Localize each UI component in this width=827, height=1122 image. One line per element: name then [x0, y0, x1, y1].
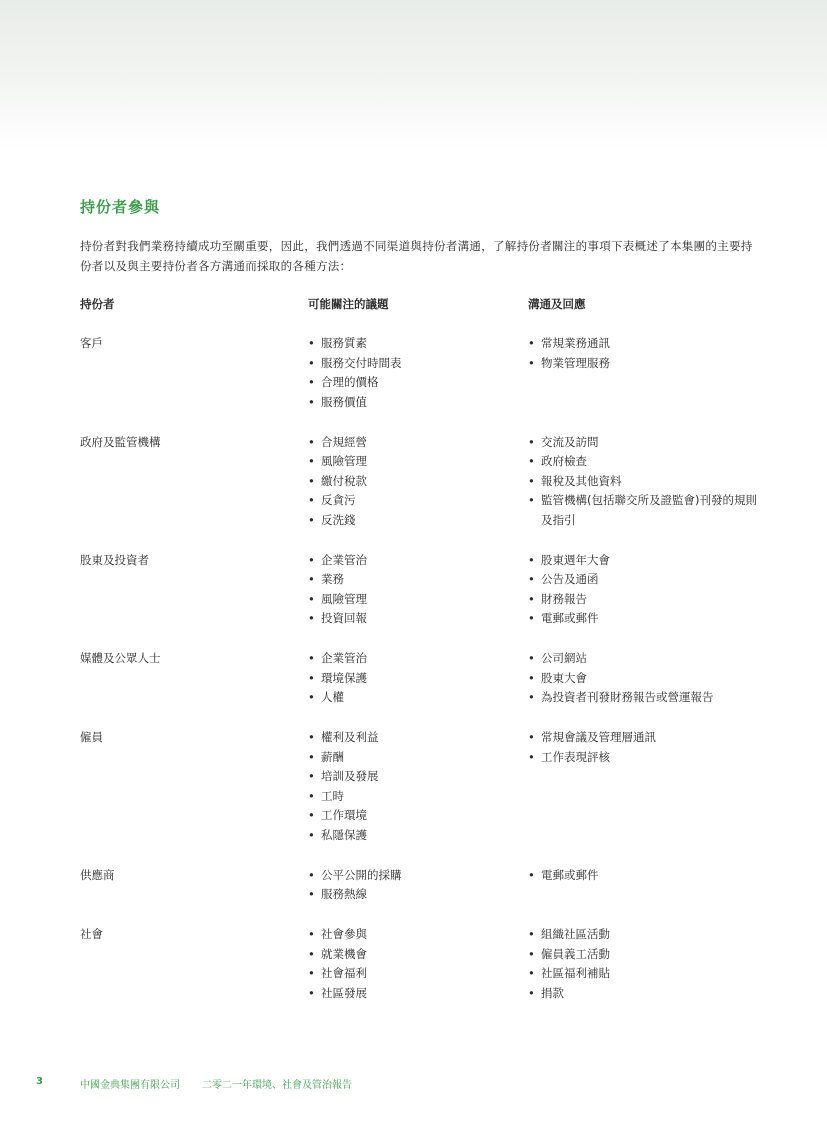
bullet-icon: •	[308, 730, 315, 744]
concern-item	[308, 787, 508, 807]
communication-list	[528, 433, 758, 531]
communication-item	[528, 945, 758, 965]
bullet-icon: •	[528, 749, 535, 764]
concern-list	[308, 433, 508, 531]
bullet-icon: •	[308, 985, 315, 1000]
communication-text: 公司網站	[541, 651, 587, 665]
concern-item	[308, 373, 508, 393]
concern-list	[308, 649, 508, 708]
stakeholder-name: 供應商	[80, 867, 115, 882]
concern-text: 培訓及發展	[321, 769, 379, 783]
concern-text: 社會參與	[321, 927, 367, 941]
concern-text: 工作環境	[321, 808, 367, 822]
concern-text: 權利及利益	[321, 730, 379, 744]
concern-list	[308, 866, 508, 905]
concern-text: 風險管理	[321, 591, 367, 606]
bullet-icon: •	[308, 749, 315, 764]
table-row	[0, 925, 827, 1024]
bullet-icon: •	[308, 394, 315, 409]
concern-item	[308, 649, 508, 669]
concern-list	[308, 728, 508, 845]
concern-text: 服務熱線	[321, 887, 367, 901]
bullet-icon: •	[308, 434, 315, 449]
communication-item	[528, 925, 758, 945]
bullet-icon: •	[528, 355, 535, 370]
concern-text: 薪酬	[321, 749, 344, 764]
bullet-icon: •	[308, 966, 315, 980]
footer-report-title: 二零二一年環境、社會及管治報告	[202, 1080, 352, 1091]
column-header-communication: 溝通及回應	[528, 297, 586, 311]
concern-item	[308, 728, 508, 748]
bullet-icon: •	[528, 473, 535, 488]
bullet-icon: •	[528, 927, 535, 941]
concern-text: 風險管理	[321, 454, 367, 468]
bullet-icon: •	[308, 788, 315, 803]
header-gradient	[0, 0, 827, 150]
concern-list	[308, 551, 508, 629]
bullet-icon: •	[528, 552, 535, 567]
table-row	[0, 728, 827, 866]
communication-item	[528, 609, 758, 629]
stakeholder-name: 社會	[80, 927, 103, 941]
stakeholder-name: 政府及監管機構	[80, 434, 161, 449]
communication-item	[528, 354, 758, 374]
communication-list	[528, 925, 758, 1003]
communication-text: 監管機構(包括聯交所及證監會)刊發的規則及指引	[541, 493, 757, 527]
concern-text: 就業機會	[321, 946, 367, 961]
bullet-icon: •	[308, 946, 315, 961]
communication-list	[528, 728, 758, 767]
communication-list	[528, 334, 758, 373]
concern-text: 企業管治	[321, 552, 367, 567]
bullet-icon: •	[308, 887, 315, 901]
communication-text: 為投資者刊發財務報告或營運報告	[541, 690, 714, 704]
bullet-icon: •	[528, 730, 535, 744]
communication-item	[528, 551, 758, 571]
concern-item	[308, 885, 508, 905]
bullet-icon: •	[528, 572, 535, 586]
concern-text: 服務交付時間表	[321, 355, 402, 370]
concern-item	[308, 334, 508, 354]
column-header-concerns: 可能關注的議題	[308, 297, 389, 311]
communication-item	[528, 649, 758, 669]
bullet-icon: •	[528, 985, 535, 1000]
concern-item	[308, 945, 508, 965]
concern-list	[308, 334, 508, 412]
concern-text: 服務質素	[321, 336, 367, 350]
bullet-icon: •	[308, 375, 315, 389]
bullet-icon: •	[308, 808, 315, 822]
concern-text: 公平公開的採購	[321, 867, 402, 882]
concern-text: 合理的價格	[321, 375, 379, 389]
table-row	[0, 866, 827, 926]
bullet-icon: •	[308, 454, 315, 468]
communication-item	[528, 570, 758, 590]
page-number: 3	[36, 1076, 43, 1087]
communication-item	[528, 472, 758, 492]
bullet-icon: •	[308, 690, 315, 704]
concern-text: 繳付稅款	[321, 473, 367, 488]
communication-item	[528, 433, 758, 453]
communication-text: 股東週年大會	[541, 552, 610, 567]
table-row	[0, 334, 827, 433]
concern-text: 合規經營	[321, 434, 367, 449]
concern-item	[308, 748, 508, 768]
bullet-icon: •	[528, 651, 535, 665]
concern-item	[308, 826, 508, 846]
concern-item	[308, 609, 508, 629]
communication-text: 財務報告	[541, 591, 587, 606]
bullet-icon: •	[308, 927, 315, 941]
bullet-icon: •	[528, 434, 535, 449]
bullet-icon: •	[528, 493, 535, 507]
bullet-icon: •	[308, 670, 315, 685]
concern-item	[308, 984, 508, 1004]
concern-item	[308, 472, 508, 492]
communication-text: 公告及通函	[541, 572, 599, 586]
bullet-icon: •	[528, 591, 535, 606]
bullet-icon: •	[308, 651, 315, 665]
communication-text: 社區福利補貼	[541, 966, 610, 980]
communication-item	[528, 334, 758, 354]
concern-text: 企業管治	[321, 651, 367, 665]
concern-text: 社區發展	[321, 985, 367, 1000]
footer-company-name: 中國金典集團有限公司	[80, 1080, 180, 1091]
bullet-icon: •	[308, 493, 315, 507]
concern-text: 反洗錢	[321, 512, 356, 527]
communication-text: 常規會議及管理層通訊	[541, 730, 656, 744]
concern-item	[308, 688, 508, 708]
communication-item	[528, 452, 758, 472]
bullet-icon: •	[308, 611, 315, 625]
stakeholder-name: 客戶	[80, 336, 103, 350]
bullet-icon: •	[528, 867, 535, 882]
stakeholder-name: 僱員	[80, 730, 103, 744]
concern-list	[308, 925, 508, 1003]
bullet-icon: •	[308, 473, 315, 488]
bullet-icon: •	[528, 611, 535, 625]
bullet-icon: •	[308, 591, 315, 606]
communication-item	[528, 728, 758, 748]
stakeholder-name: 媒體及公眾人士	[80, 651, 161, 665]
communication-text: 股東大會	[541, 670, 587, 685]
concern-text: 私隱保護	[321, 827, 367, 842]
concern-text: 工時	[321, 788, 344, 803]
concern-item	[308, 669, 508, 689]
concern-text: 人權	[321, 690, 344, 704]
concern-item	[308, 767, 508, 787]
stakeholder-table	[0, 334, 827, 1024]
bullet-icon: •	[308, 512, 315, 527]
concern-item	[308, 866, 508, 886]
concern-item	[308, 491, 508, 511]
bullet-icon: •	[308, 769, 315, 783]
communication-text: 政府檢查	[541, 454, 587, 468]
communication-list	[528, 649, 758, 708]
communication-text: 電郵或郵件	[541, 867, 599, 882]
communication-item	[528, 590, 758, 610]
concern-item	[308, 806, 508, 826]
concern-item	[308, 433, 508, 453]
concern-item	[308, 393, 508, 413]
bullet-icon: •	[308, 552, 315, 567]
column-header-stakeholder: 持份者	[80, 297, 115, 311]
communication-text: 物業管理服務	[541, 355, 610, 370]
concern-item	[308, 452, 508, 472]
communication-item	[528, 491, 758, 530]
bullet-icon: •	[528, 336, 535, 350]
communication-text: 捐款	[541, 985, 564, 1000]
table-row	[0, 649, 827, 728]
concern-text: 反貪污	[321, 493, 356, 507]
bullet-icon: •	[528, 690, 535, 704]
concern-text: 環境保護	[321, 670, 367, 685]
concern-item	[308, 964, 508, 984]
bullet-icon: •	[308, 572, 315, 586]
concern-item	[308, 925, 508, 945]
bullet-icon: •	[528, 454, 535, 468]
concern-item	[308, 354, 508, 374]
bullet-icon: •	[528, 946, 535, 961]
stakeholder-name: 股東及投資者	[80, 552, 149, 567]
bullet-icon: •	[308, 336, 315, 350]
concern-item	[308, 551, 508, 571]
communication-item	[528, 669, 758, 689]
communication-item	[528, 688, 758, 708]
communication-text: 報稅及其他資料	[541, 473, 622, 488]
concern-item	[308, 570, 508, 590]
concern-text: 社會福利	[321, 966, 367, 980]
communication-text: 組織社區活動	[541, 927, 610, 941]
concern-text: 投資回報	[321, 611, 367, 625]
communication-item	[528, 866, 758, 886]
concern-item	[308, 590, 508, 610]
communication-text: 僱員義工活動	[541, 946, 610, 961]
concern-text: 服務價值	[321, 394, 367, 409]
table-row	[0, 551, 827, 650]
section-title: 持份者參與	[80, 198, 161, 216]
bullet-icon: •	[528, 966, 535, 980]
bullet-icon: •	[308, 827, 315, 842]
communication-list	[528, 551, 758, 629]
communication-text: 交流及訪問	[541, 434, 599, 449]
communication-text: 常規業務通訊	[541, 336, 610, 350]
concern-item	[308, 511, 508, 531]
communication-item	[528, 748, 758, 768]
communication-text: 電郵或郵件	[541, 611, 599, 625]
bullet-icon: •	[528, 670, 535, 685]
communication-text: 工作表現評核	[541, 749, 610, 764]
communication-list	[528, 866, 758, 886]
bullet-icon: •	[308, 867, 315, 882]
bullet-icon: •	[308, 355, 315, 370]
communication-item	[528, 964, 758, 984]
concern-text: 業務	[321, 572, 344, 586]
intro-paragraph: 持份者對我們業務持續成功至關重要，因此，我們透過不同渠道與持份者溝通，了解持份者關注的事項下表概述了本集團的主要持份者以及與主要持份者各方溝通而採取的各種方法：	[80, 239, 753, 273]
communication-item	[528, 984, 758, 1004]
table-row	[0, 433, 827, 551]
